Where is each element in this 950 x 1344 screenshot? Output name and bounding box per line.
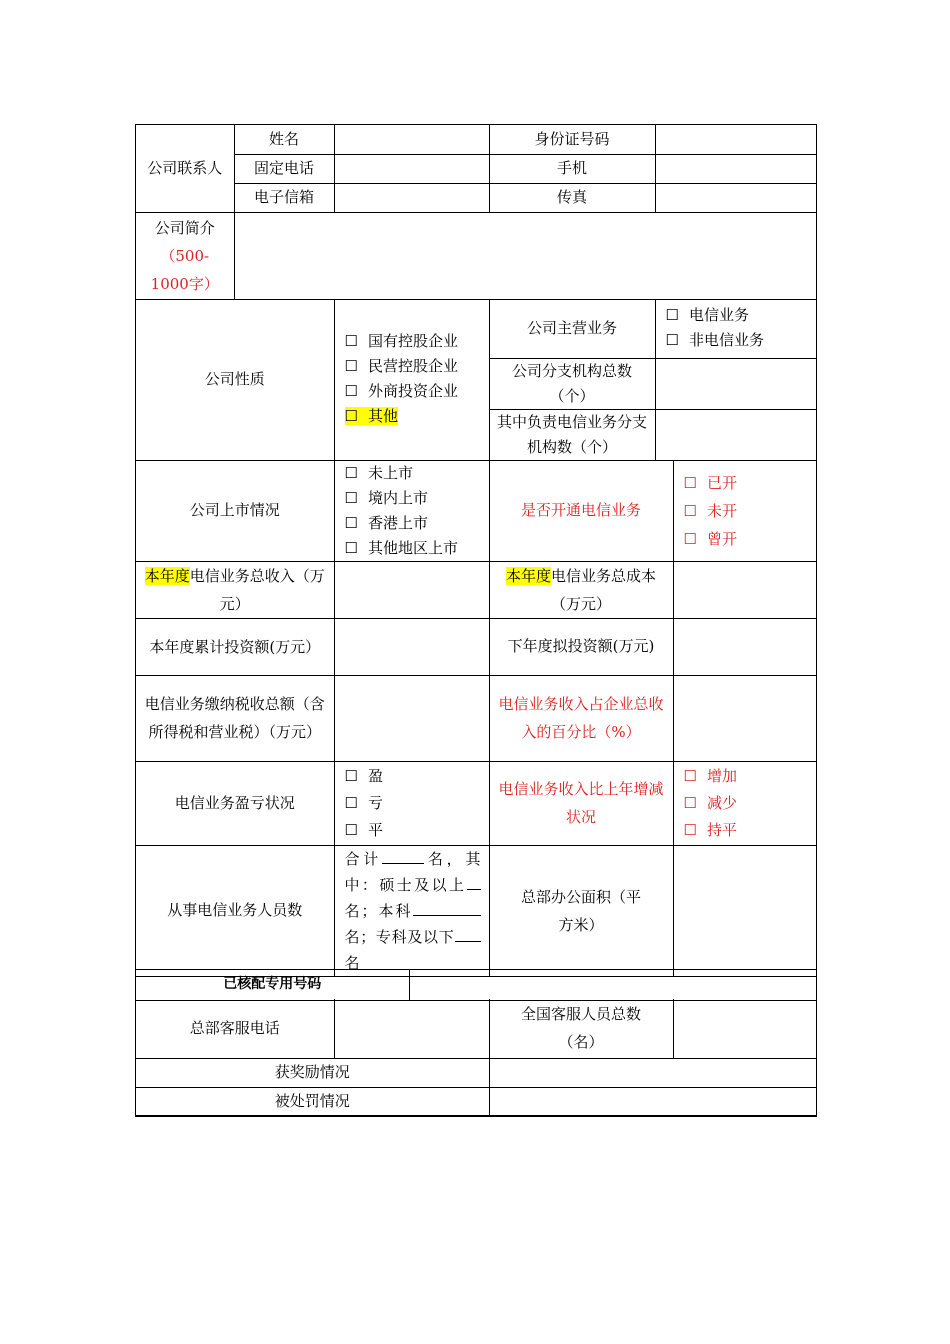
invest-label: 本年度累计投资额(万元） xyxy=(136,618,334,675)
numbers-table xyxy=(136,970,816,1001)
checkbox-icon[interactable]: ☐ xyxy=(683,529,697,548)
checkbox-icon[interactable]: ☐ xyxy=(344,488,358,507)
nature-label: 公司性质 xyxy=(136,299,334,460)
income-field[interactable] xyxy=(334,561,489,618)
profit-label: 电信业务盈亏状况 xyxy=(136,761,334,845)
checkbox-icon[interactable]: ☐ xyxy=(665,306,679,325)
contact-table xyxy=(136,125,816,300)
office-area-label: 总部办公面积（平方米） xyxy=(489,845,673,976)
checkbox-icon[interactable]: ☐ xyxy=(683,501,697,520)
checkbox-icon[interactable]: ☐ xyxy=(344,463,358,482)
email-field[interactable] xyxy=(334,183,489,212)
penalty-label: 被处罚情况 xyxy=(136,1087,489,1115)
main-business-option[interactable]: ☐ 非电信业务 xyxy=(666,328,811,353)
checkbox-icon[interactable]: ☐ xyxy=(344,357,358,376)
change-option[interactable]: ☐ 减少 xyxy=(684,790,811,817)
listing-label: 公司上市情况 xyxy=(136,460,334,561)
main-business-option[interactable]: ☐ 电信业务 xyxy=(666,303,811,328)
fixed-phone-field[interactable] xyxy=(334,154,489,183)
awards-label: 获奖励情况 xyxy=(136,1058,489,1087)
numbers-field[interactable] xyxy=(409,970,816,1000)
service-block xyxy=(135,999,817,1117)
checkbox-icon[interactable]: ☐ xyxy=(344,538,358,557)
checkbox-icon[interactable]: ☐ xyxy=(344,793,358,812)
numbers-block xyxy=(135,969,817,1001)
email-label: 电子信箱 xyxy=(234,183,334,212)
nature-option[interactable]: ☐ 外商投资企业 xyxy=(345,379,483,404)
change-label: 电信业务收入比上年增减状况 xyxy=(489,761,673,845)
tax-field[interactable] xyxy=(334,675,489,761)
fixed-phone-label: 固定电话 xyxy=(234,154,334,183)
company-info-block xyxy=(135,299,817,977)
branches-label: 公司分支机构总数（个） xyxy=(489,358,655,409)
id-number-field[interactable] xyxy=(655,125,816,154)
checkbox-icon[interactable]: ☐ xyxy=(683,766,697,785)
listing-option[interactable]: ☐ 其他地区上市 xyxy=(345,536,483,561)
listing-option[interactable]: ☐ 未上市 xyxy=(345,461,483,486)
profit-option[interactable]: ☐ 盈 xyxy=(345,763,483,790)
service-phone-label: 总部客服电话 xyxy=(136,999,334,1058)
penalty-field[interactable] xyxy=(489,1087,816,1115)
main-business-label: 公司主营业务 xyxy=(489,299,655,358)
checkbox-icon[interactable]: ☐ xyxy=(344,407,358,426)
checkbox-icon[interactable]: ☐ xyxy=(344,513,358,532)
telecom-open-label: 是否开通电信业务 xyxy=(489,460,673,561)
main-business-options xyxy=(655,299,816,358)
staff-total-blank[interactable] xyxy=(382,848,424,864)
service-staff-label: 全国客服人员总数（名） xyxy=(489,999,673,1058)
staff-bachelor-blank[interactable] xyxy=(413,900,481,916)
change-options xyxy=(673,761,816,845)
checkbox-icon[interactable]: ☐ xyxy=(344,820,358,839)
company-info-table xyxy=(136,299,816,977)
profit-option[interactable]: ☐ 平 xyxy=(345,817,483,844)
telecom-branches-label: 其中负责电信业务分支机构数（个） xyxy=(489,409,655,460)
fax-field[interactable] xyxy=(655,183,816,212)
income-label: 本年度电信业务总收入（万元） xyxy=(136,561,334,618)
checkbox-icon[interactable]: ☐ xyxy=(344,332,358,351)
checkbox-icon[interactable]: ☐ xyxy=(665,331,679,350)
office-area-field[interactable] xyxy=(673,845,816,976)
contact-block xyxy=(135,124,817,300)
numbers-label: 已核配专用号码 xyxy=(136,970,409,1000)
id-number-label: 身份证号码 xyxy=(489,125,655,154)
checkbox-icon[interactable]: ☐ xyxy=(344,382,358,401)
cost-field[interactable] xyxy=(673,561,816,618)
fax-label: 传真 xyxy=(489,183,655,212)
next-invest-label: 下年度拟投资额(万元) xyxy=(489,618,673,675)
intro-label-cell xyxy=(136,212,234,299)
telecom-open-option[interactable]: ☐ 已开 xyxy=(684,469,811,497)
checkbox-icon[interactable]: ☐ xyxy=(683,820,697,839)
income-pct-field[interactable] xyxy=(673,675,816,761)
next-invest-field[interactable] xyxy=(673,618,816,675)
checkbox-icon[interactable]: ☐ xyxy=(344,766,358,785)
telecom-open-options xyxy=(673,460,816,561)
change-option[interactable]: ☐ 增加 xyxy=(684,763,811,790)
awards-field[interactable] xyxy=(489,1058,816,1087)
invest-field[interactable] xyxy=(334,618,489,675)
profit-options xyxy=(334,761,489,845)
this-year-highlight: 本年度 xyxy=(505,566,551,585)
telecom-open-option[interactable]: ☐ 未开 xyxy=(684,497,811,525)
staff-counts: 合计 名，其中：硕士及以上名；本科名；专科及以下名 xyxy=(334,845,489,976)
nature-options xyxy=(334,299,489,460)
telecom-open-option[interactable]: ☐ 曾开 xyxy=(684,525,811,553)
intro-field[interactable] xyxy=(234,212,816,299)
listing-option[interactable]: ☐ 境内上市 xyxy=(345,486,483,511)
income-pct-label: 电信业务收入占企业总收入的百分比（%） xyxy=(489,675,673,761)
listing-options xyxy=(334,460,489,561)
name-label: 姓名 xyxy=(234,125,334,154)
nature-option[interactable]: ☐ 国有控股企业 xyxy=(345,329,483,354)
mobile-label: 手机 xyxy=(489,154,655,183)
intro-label: 公司简介 xyxy=(154,218,215,237)
telecom-branches-field[interactable] xyxy=(655,409,816,460)
tax-label: 电信业务缴纳税收总额（含所得税和营业税）（万元） xyxy=(136,675,334,761)
profit-option[interactable]: ☐ 亏 xyxy=(345,790,483,817)
listing-option[interactable]: ☐ 香港上市 xyxy=(345,511,483,536)
checkbox-icon[interactable]: ☐ xyxy=(683,793,697,812)
branches-field[interactable] xyxy=(655,358,816,409)
service-table xyxy=(136,999,816,1116)
name-field[interactable] xyxy=(334,125,489,154)
contact-label: 公司联系人 xyxy=(136,125,234,212)
mobile-field[interactable] xyxy=(655,154,816,183)
service-phone-field[interactable] xyxy=(334,999,489,1058)
staff-label: 从事电信业务人员数 xyxy=(136,845,334,976)
nature-option[interactable]: ☐ 民营控股企业 xyxy=(345,354,483,379)
cost-label: 本年度电信业务总成本（万元） xyxy=(489,561,673,618)
this-year-highlight: 本年度 xyxy=(144,566,190,585)
checkbox-icon[interactable]: ☐ xyxy=(683,473,697,492)
change-option[interactable]: ☐ 持平 xyxy=(684,817,811,844)
service-staff-field[interactable] xyxy=(673,999,816,1058)
staff-college-blank[interactable] xyxy=(455,926,481,942)
intro-note: （500-1000字） xyxy=(150,246,219,293)
nature-option-other[interactable]: ☐ 其他 xyxy=(345,404,483,429)
staff-master-blank[interactable] xyxy=(467,874,481,890)
